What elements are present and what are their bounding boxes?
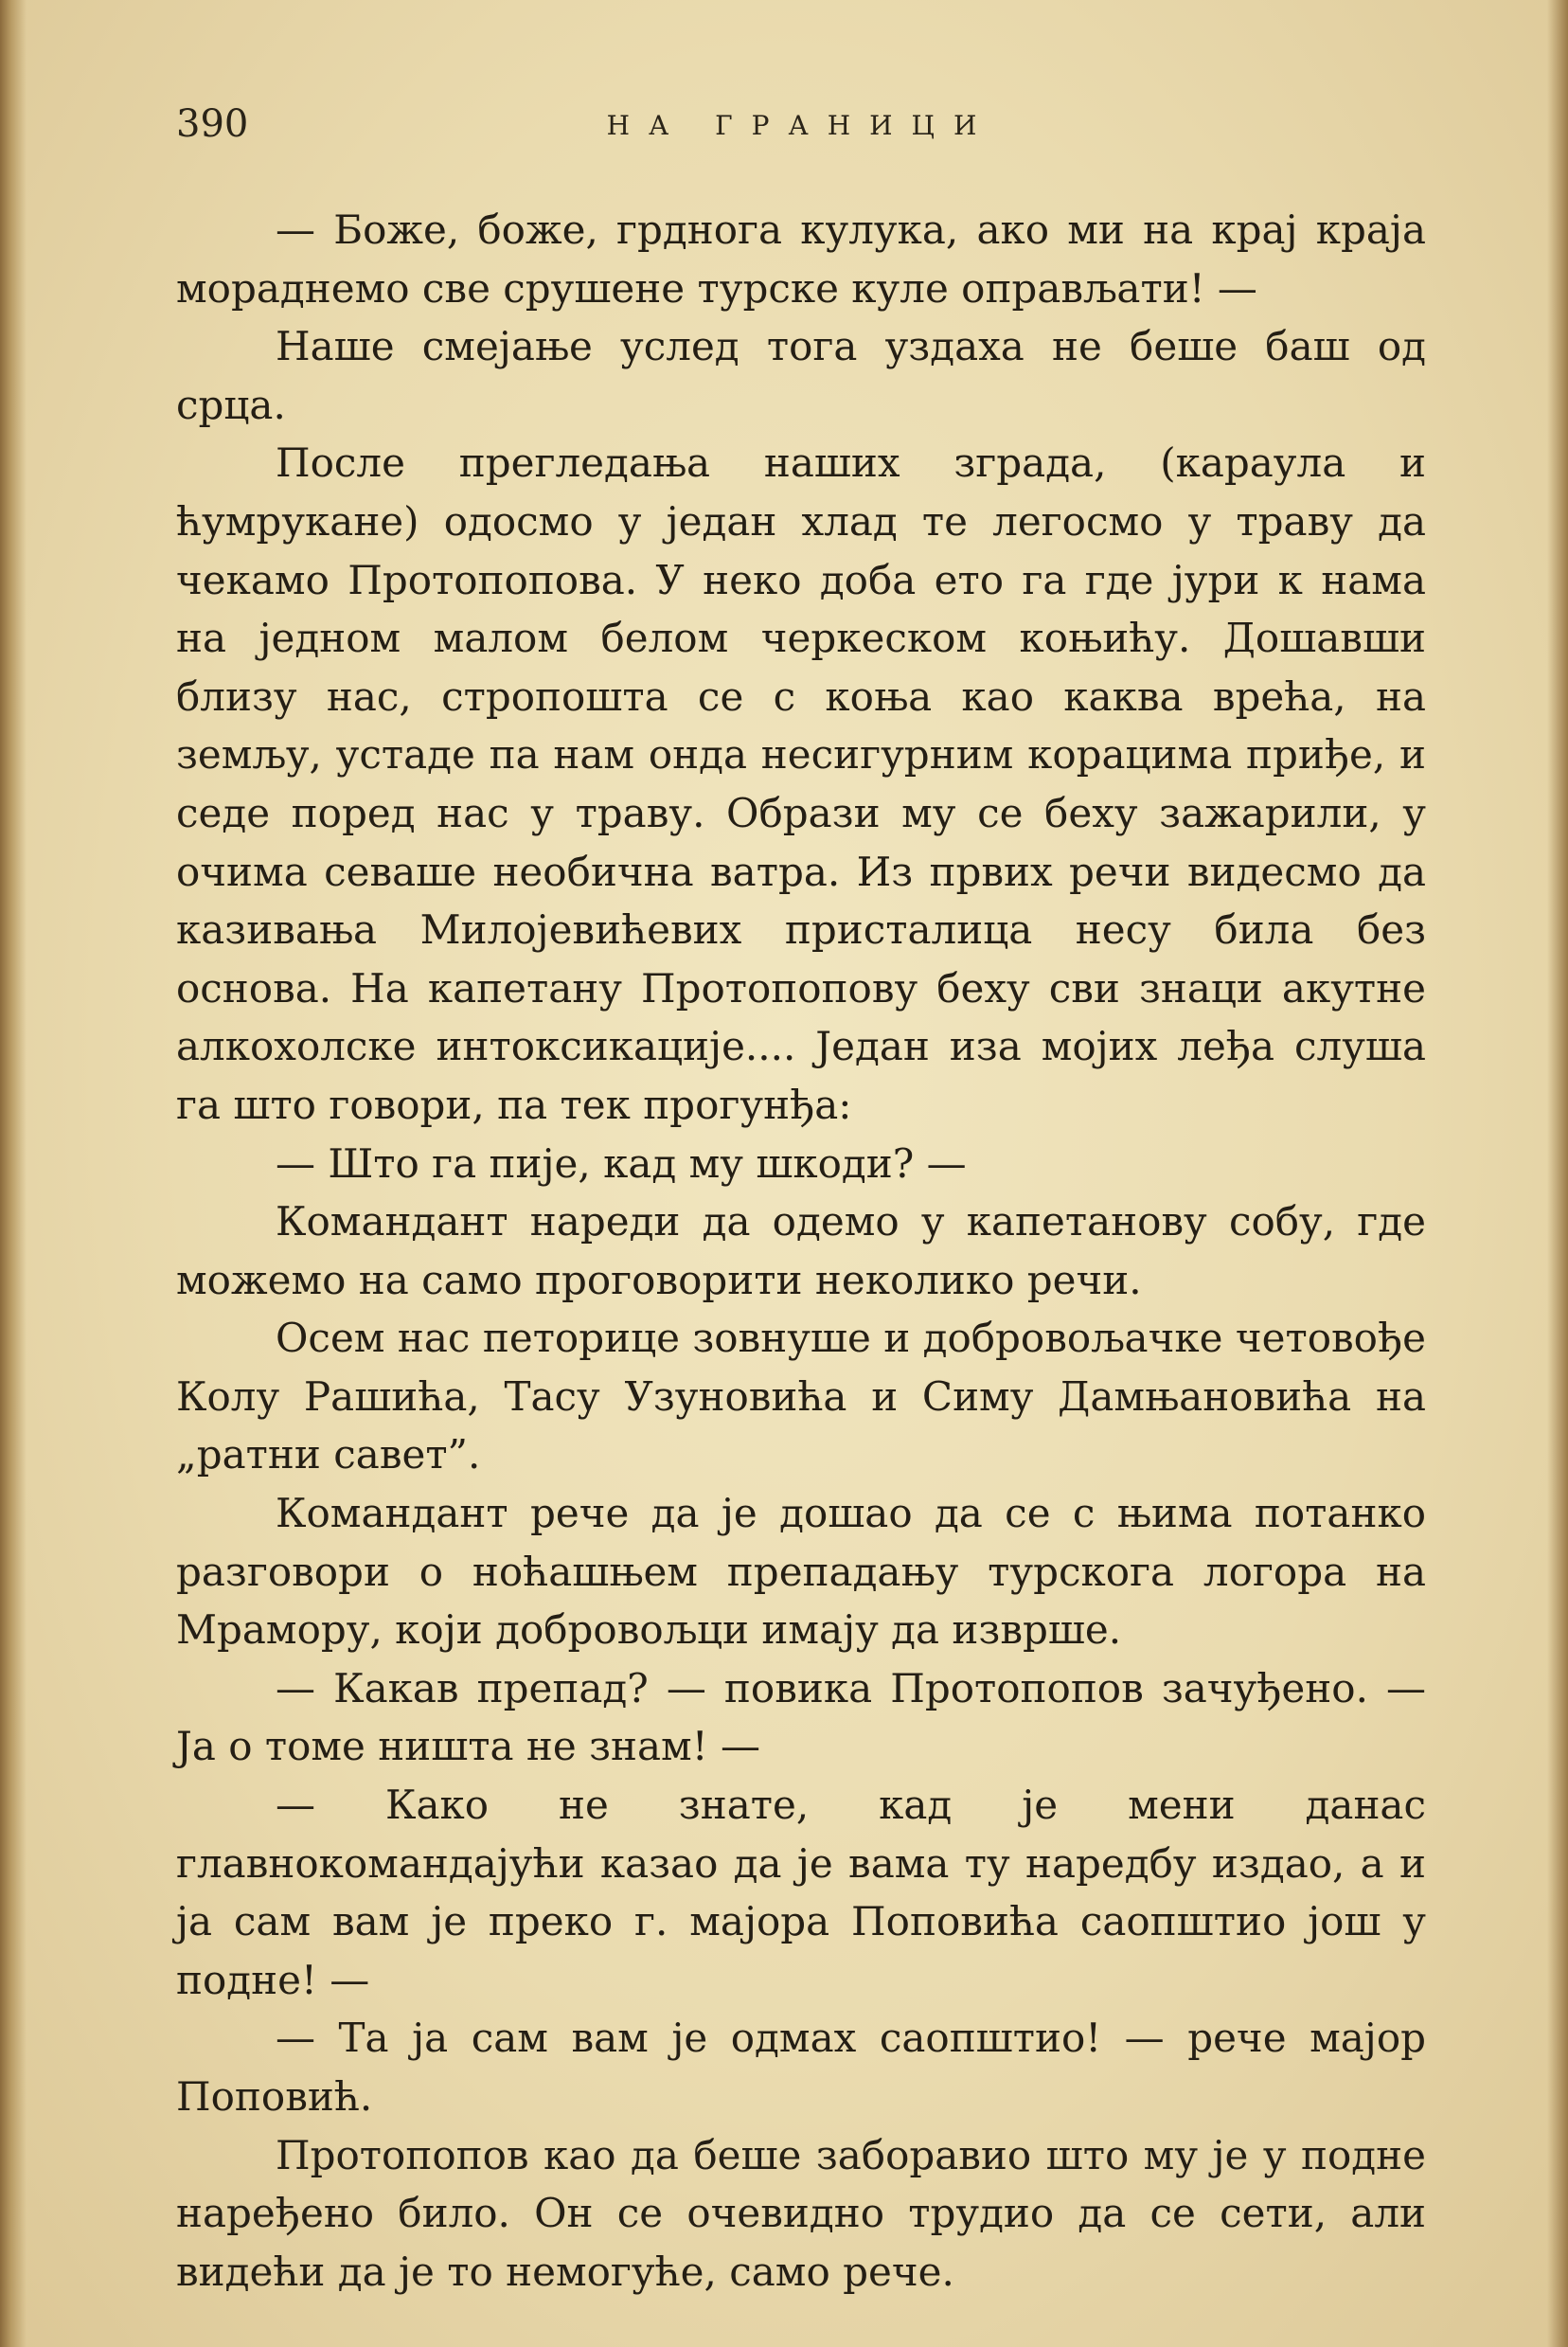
paragraph: Командант нареди да одемо у капетанову собу, где можемо на само проговорити неколико речи. bbox=[176, 1198, 1426, 1303]
paragraph: Протопопов као да беше заборавио што му је у подне наређено било. Он се очевидно трудио да се сети, али видећи да је то немогуће, само рече. bbox=[176, 2131, 1426, 2295]
page-edge-right bbox=[1547, 0, 1568, 2347]
running-head: НА ГРАНИЦИ bbox=[606, 110, 996, 141]
paragraph: — Како не знате, кад је мени данас главнокомандајући казао да је вама ту наредбу издао, а и ја сам вам је преко г. мајора Поповића саопштио још у подне! — bbox=[176, 1782, 1426, 2003]
paragraph: Наше смејање услед тога уздаха не беше баш од срца. bbox=[176, 323, 1426, 428]
body-text bbox=[176, 201, 1426, 2301]
page-edge-left bbox=[0, 0, 27, 2347]
paragraph: — Што га пије, кад му шкоди? — bbox=[276, 1139, 967, 1187]
paragraph: Командант рече да је дошао да се с њима потанко разговори о ноћашњем препадању турскога логора на Мрамору, који добровољци имају да изврше. bbox=[176, 1490, 1426, 1654]
paragraph: После прегледања наших зграда, (караула и ћумрукане) одосмо у један хлад те легосмо у траву да чекамо Протопопова. У неко доба ето га где јури к нама на једном малом белом черкеском коњићу. Дошавши близу нас, стропошта се с коња као каква врећа, на земљу, устаде па нам онда несигурним корацима приђе, и седе поред нас у траву. Образи му се беху зажарили, у очима севаше необична ватра. Из првих речи видесмо да казивања Милојевићевих присталица несу била без основа. На капетану Протопопову беху сви знаци акутне алкохолске интоксикације.... Један иза мојих леђа слуша га што говори, па тек прогунђа: bbox=[176, 439, 1426, 1128]
paragraph: — Та ја сам вам је одмах саопштио! — рече мајор Поповић. bbox=[176, 2015, 1426, 2120]
page-header bbox=[176, 102, 1426, 159]
paragraph: — Боже, боже, грднога кулука, ако ми на крај краја мораднемо све срушене турске куле оправљати! — bbox=[176, 206, 1426, 312]
paragraph: — Какав препад? — повика Протопопов зачуђено. — Ја о томе ништа не знам! — bbox=[176, 1664, 1426, 1770]
page-number: 390 bbox=[176, 102, 249, 146]
paragraph: Осем нас петорице зовнуше и добровољачке четовође Колу Рашића, Тасу Узуновића и Симу Дамњановића на „ратни савет”. bbox=[176, 1315, 1426, 1478]
